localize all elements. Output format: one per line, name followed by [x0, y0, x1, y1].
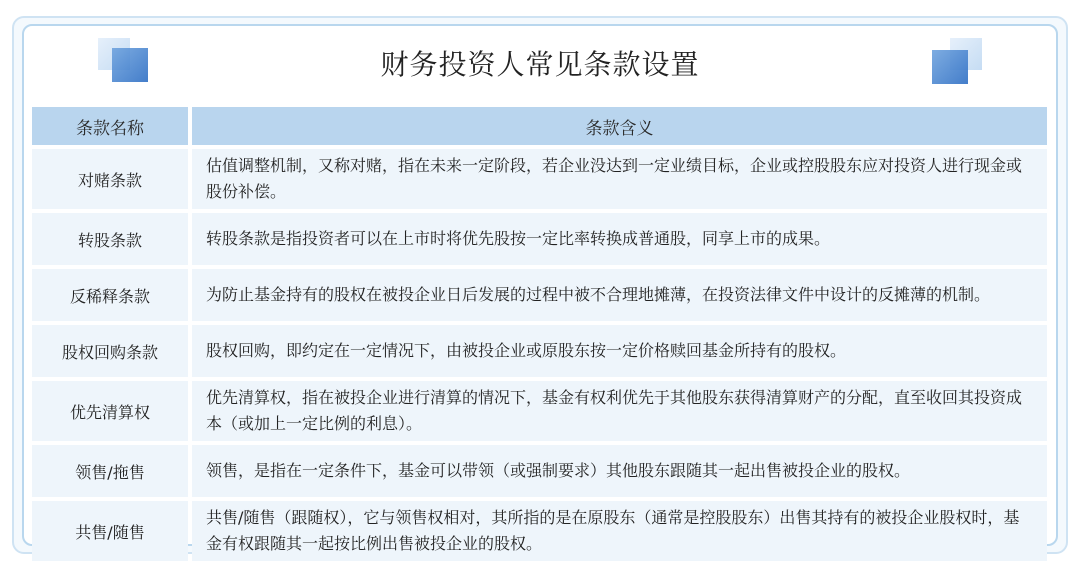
term-name: 转股条款: [32, 213, 188, 265]
term-meaning: 估值调整机制，又称对赌，指在未来一定阶段，若企业没达到一定业绩目标，企业或控股股东应对投资人进行现金或股份补偿。: [192, 149, 1047, 209]
term-meaning: 优先清算权，指在被投企业进行清算的情况下，基金有权利优先于其他股东获得清算财产的分配，直至收回其投资成本（或加上一定比例的利息）。: [192, 381, 1047, 441]
table-row: [32, 445, 1047, 497]
page-title: 财务投资人常见条款设置: [380, 48, 700, 81]
term-meaning: 股权回购，即约定在一定情况下，由被投企业或原股东按一定价格赎回基金所持有的股权。: [192, 325, 1047, 377]
term-name: 领售/拖售: [32, 445, 188, 497]
table-header-row: [32, 107, 1047, 145]
term-name: 反稀释条款: [32, 269, 188, 321]
table-row: [32, 381, 1047, 441]
term-meaning: 为防止基金持有的股权在被投企业日后发展的过程中被不合理地摊薄，在投资法律文件中设计的反摊薄的机制。: [192, 269, 1047, 321]
table-row: [32, 213, 1047, 265]
table-row: [32, 501, 1047, 561]
header-term-name: 条款名称: [32, 107, 188, 145]
term-name: 股权回购条款: [32, 325, 188, 377]
terms-table: [32, 103, 1047, 565]
term-meaning: 转股条款是指投资者可以在上市时将优先股按一定比率转换成普通股，同享上市的成果。: [192, 213, 1047, 265]
table-row: [32, 325, 1047, 377]
term-meaning: 领售，是指在一定条件下，基金可以带领（或强制要求）其他股东跟随其一起出售被投企业的股权。: [192, 445, 1047, 497]
term-name: 对赌条款: [32, 149, 188, 209]
table-row: [32, 149, 1047, 209]
decorative-squares-left-icon: [98, 38, 154, 86]
header-term-meaning: 条款含义: [192, 107, 1047, 145]
term-name: 共售/随售: [32, 501, 188, 561]
term-name: 优先清算权: [32, 381, 188, 441]
term-meaning: 共售/随售（跟随权），它与领售权相对，其所指的是在原股东（通常是控股股东）出售其持有的被投企业股权时，基金有权跟随其一起按比例出售被投企业的股权。: [192, 501, 1047, 561]
decorative-squares-right-icon: [930, 38, 986, 86]
table-row: [32, 269, 1047, 321]
